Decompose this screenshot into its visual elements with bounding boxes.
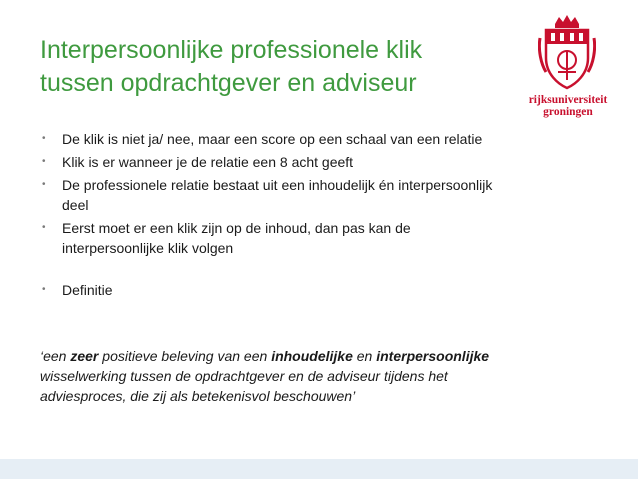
bullet-text: Eerst moet er een klik zijn op de inhoud, dan pas kan de interpersoonlijke klik volgen xyxy=(62,220,411,256)
footer-band xyxy=(0,459,638,479)
bullet-text: Klik is er wanneer je de relatie een 8 acht geeft xyxy=(62,154,354,170)
bullet-icon: • xyxy=(42,284,46,295)
bullet-item xyxy=(42,152,512,172)
quote-part: wisselwerking tussen de opdrachtgever en de adviseur tijdens het adviesproces, die zij als betekenisvol beschouwen’ xyxy=(40,368,448,404)
bullet-icon: • xyxy=(42,156,46,167)
bullet-list xyxy=(42,129,512,303)
bullet-item xyxy=(42,175,512,215)
definition-quote xyxy=(40,346,520,406)
bullet-text: De klik is niet ja/ nee, maar een score op een schaal van een relatie xyxy=(62,131,483,147)
university-wordmark xyxy=(516,94,620,118)
quote-emphasis: interpersoonlijke xyxy=(376,348,490,364)
quote-emphasis: zeer xyxy=(70,348,99,364)
quote-part: en xyxy=(352,348,377,364)
bullet-icon: • xyxy=(42,133,46,144)
quote-part: positieve beleving van een xyxy=(98,348,272,364)
wordmark-line-1: rijksuniversiteit xyxy=(528,94,608,106)
bullet-item xyxy=(42,129,512,149)
slide-title: Interpersoonlijke professionele klik tussen opdrachtgever en adviseur xyxy=(40,36,423,97)
bullet-item-definitie xyxy=(42,280,512,300)
bullet-icon: • xyxy=(42,222,46,233)
bullet-icon: • xyxy=(42,179,46,190)
quote-emphasis: inhoudelijke xyxy=(271,348,353,364)
bullet-text: De professionele relatie bestaat uit een inhoudelijk én interpersoonlijk deel xyxy=(62,177,493,213)
quote-part: ‘een xyxy=(40,348,71,364)
wordmark-line-2: groningen xyxy=(543,106,593,118)
bullet-text: Definitie xyxy=(62,282,113,298)
university-seal-icon xyxy=(538,14,596,92)
university-logo xyxy=(516,14,620,124)
bullet-item xyxy=(42,218,512,258)
